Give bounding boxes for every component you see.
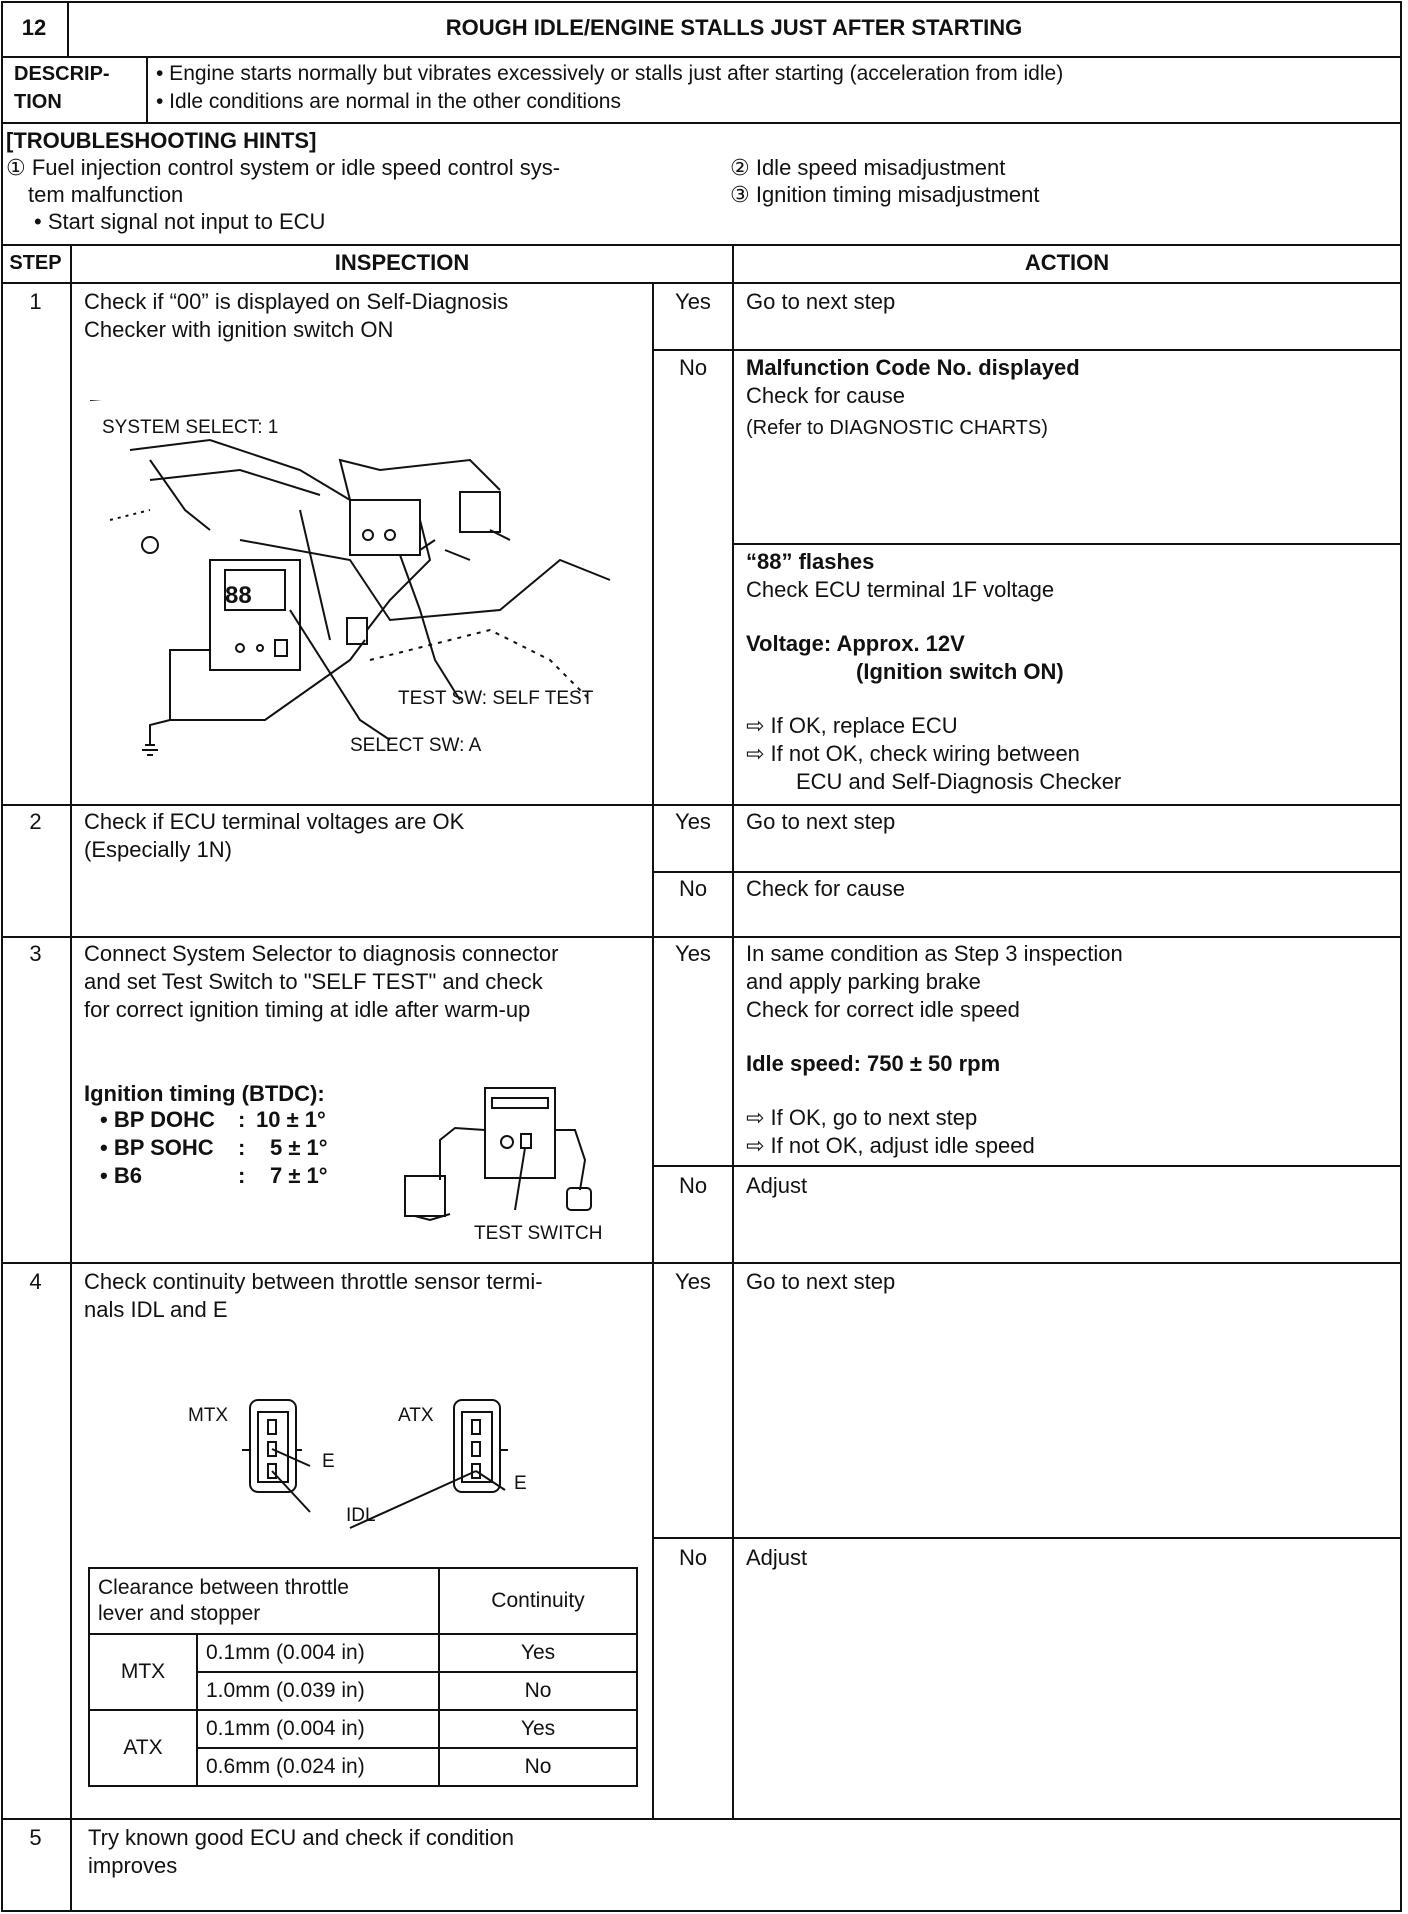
action-heading: Malfunction Code No. displayed bbox=[746, 355, 1080, 380]
label-system-select: SYSTEM SELECT: 1 bbox=[102, 417, 279, 438]
table-header-line: Clearance between throttle bbox=[98, 1576, 349, 1599]
table-header-row bbox=[89, 1568, 637, 1634]
timing-value: 10 ± 1° bbox=[256, 1107, 326, 1132]
table-cell: 0.6mm (0.024 in) bbox=[197, 1748, 439, 1786]
action-text: Adjust bbox=[746, 1173, 808, 1198]
voltage-condition: (Ignition switch ON) bbox=[856, 659, 1064, 684]
action-text: Go to next step bbox=[746, 289, 896, 314]
page-title: ROUGH IDLE/ENGINE STALLS JUST AFTER STARTING bbox=[445, 15, 1023, 40]
table-cell: 1.0mm (0.039 in) bbox=[197, 1672, 439, 1710]
no-label: No bbox=[678, 876, 708, 901]
label-idl: IDL bbox=[346, 1505, 376, 1526]
svg-text:88: 88 bbox=[225, 582, 252, 609]
table-row bbox=[89, 1710, 637, 1748]
timing-name: • BP SOHC bbox=[100, 1135, 214, 1160]
no-label: No bbox=[678, 1173, 708, 1198]
inspection-line: for correct ignition timing at idle after warm-up bbox=[84, 997, 531, 1022]
hint-line: ③ Ignition timing misadjustment bbox=[730, 182, 1040, 207]
table-cell: ATX bbox=[89, 1710, 197, 1786]
label-e-atx: E bbox=[514, 1473, 527, 1494]
table-row bbox=[89, 1634, 637, 1672]
label-mtx: MTX bbox=[188, 1405, 229, 1426]
action-text: In same condition as Step 3 inspection bbox=[746, 941, 1123, 966]
action-text: Check for cause bbox=[746, 383, 905, 408]
hint-line: tem malfunction bbox=[28, 182, 184, 207]
step-number: 5 bbox=[29, 1825, 42, 1850]
table-header-cell bbox=[89, 1568, 439, 1634]
action-text: (Refer to DIAGNOSTIC CHARTS) bbox=[746, 417, 1048, 439]
inspection-line: Try known good ECU and check if condition bbox=[88, 1825, 514, 1850]
column-header-step: STEP bbox=[9, 252, 62, 274]
inspection-line: Check continuity between throttle sensor termi- bbox=[84, 1269, 543, 1294]
no-label: No bbox=[678, 355, 708, 380]
label-test-sw: TEST SW: SELF TEST bbox=[398, 688, 594, 709]
throttle-sensor-connector-figure bbox=[240, 1390, 540, 1530]
table-header-line: lever and stopper bbox=[98, 1602, 261, 1625]
timing-name: • B6 bbox=[100, 1163, 142, 1188]
description-label-line: TION bbox=[14, 91, 62, 113]
timing-sep: : bbox=[238, 1107, 246, 1132]
label-test-switch: TEST SWITCH bbox=[474, 1223, 603, 1244]
yes-label: Yes bbox=[675, 289, 711, 314]
action-heading: “88” flashes bbox=[746, 549, 875, 574]
action-text: Go to next step bbox=[746, 809, 896, 834]
action-text: ECU and Self-Diagnosis Checker bbox=[796, 769, 1122, 794]
table-cell: 0.1mm (0.004 in) bbox=[197, 1710, 439, 1748]
action-text: and apply parking brake bbox=[746, 969, 981, 994]
step-number: 4 bbox=[29, 1269, 42, 1294]
timing-value: 5 ± 1° bbox=[270, 1135, 328, 1160]
hint-line: ② Idle speed misadjustment bbox=[730, 155, 1006, 180]
no-label: No bbox=[678, 1545, 708, 1570]
hint-line: • Start signal not input to ECU bbox=[34, 209, 326, 234]
inspection-line: Check if ECU terminal voltages are OK bbox=[84, 809, 465, 834]
inspection-line: nals IDL and E bbox=[84, 1297, 228, 1322]
description-line: • Idle conditions are normal in the other conditions bbox=[156, 90, 621, 113]
column-header-action: ACTION bbox=[1024, 250, 1110, 275]
section-number: 12 bbox=[21, 15, 47, 40]
yes-label: Yes bbox=[675, 941, 711, 966]
yes-label: Yes bbox=[675, 1269, 711, 1294]
system-selector-figure bbox=[395, 1080, 635, 1230]
yes-label: Yes bbox=[675, 809, 711, 834]
action-text: Check for cause bbox=[746, 876, 905, 901]
step-number: 1 bbox=[29, 289, 42, 314]
inspection-line: and set Test Switch to "SELF TEST" and check bbox=[84, 969, 543, 994]
voltage-spec: Voltage: Approx. 12V bbox=[746, 631, 965, 656]
timing-name: • BP DOHC bbox=[100, 1107, 215, 1132]
action-text: ⇨ If not OK, check wiring between bbox=[746, 741, 1080, 766]
action-text: ⇨ If OK, replace ECU bbox=[746, 713, 958, 738]
hints-title: [TROUBLESHOOTING HINTS] bbox=[6, 128, 317, 153]
idle-speed-spec: Idle speed: 750 ± 50 rpm bbox=[746, 1051, 1001, 1076]
action-text: ⇨ If not OK, adjust idle speed bbox=[746, 1133, 1035, 1158]
table-cell: Yes bbox=[439, 1634, 637, 1672]
table-cell: No bbox=[439, 1672, 637, 1710]
inspection-line: Checker with ignition switch ON bbox=[84, 317, 394, 342]
table-cell: MTX bbox=[89, 1634, 197, 1710]
inspection-line: improves bbox=[88, 1853, 178, 1878]
action-text: Adjust bbox=[746, 1545, 808, 1570]
action-text: Go to next step bbox=[746, 1269, 896, 1294]
timing-sep: : bbox=[238, 1135, 246, 1160]
table-cell: Yes bbox=[439, 1710, 637, 1748]
timing-sep: : bbox=[238, 1163, 246, 1188]
step-number: 3 bbox=[29, 941, 42, 966]
step-number: 2 bbox=[29, 809, 42, 834]
continuity-table bbox=[88, 1567, 638, 1787]
hint-line: ① Fuel injection control system or idle speed control sys- bbox=[6, 155, 561, 180]
description-line: • Engine starts normally but vibrates excessively or stalls just after starting (acceleration from idle) bbox=[156, 62, 1064, 85]
inspection-line: Connect System Selector to diagnosis connector bbox=[84, 941, 559, 966]
inspection-line: (Especially 1N) bbox=[84, 837, 232, 862]
table-cell: No bbox=[439, 1748, 637, 1786]
label-atx: ATX bbox=[398, 1405, 434, 1426]
self-diagnosis-checker-figure bbox=[90, 400, 650, 780]
label-e-mtx: E bbox=[322, 1451, 335, 1472]
action-text: ⇨ If OK, go to next step bbox=[746, 1105, 978, 1130]
timing-value: 7 ± 1° bbox=[270, 1163, 328, 1188]
label-select-sw: SELECT SW: A bbox=[350, 735, 482, 756]
column-header-inspection: INSPECTION bbox=[334, 250, 470, 275]
timing-title: Ignition timing (BTDC): bbox=[84, 1081, 325, 1106]
inspection-line: Check if “00” is displayed on Self-Diagnosis bbox=[84, 289, 509, 314]
action-text: Check ECU terminal 1F voltage bbox=[746, 577, 1055, 602]
table-cell: 0.1mm (0.004 in) bbox=[197, 1634, 439, 1672]
action-text: Check for correct idle speed bbox=[746, 997, 1020, 1022]
table-header-cell: Continuity bbox=[439, 1568, 637, 1634]
description-label-line: DESCRIP- bbox=[14, 63, 110, 85]
